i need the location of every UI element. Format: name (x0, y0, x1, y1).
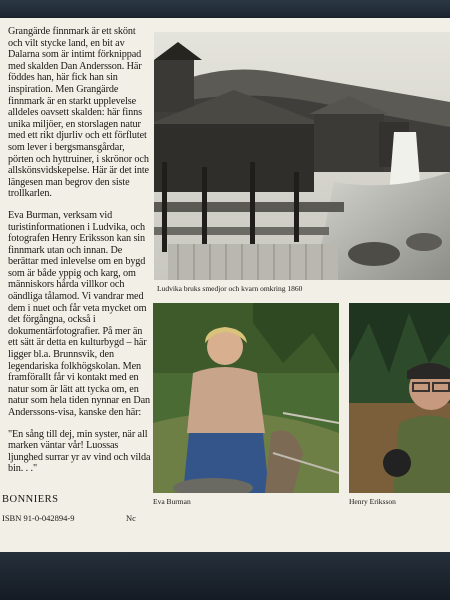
portrait-photo-eva (153, 303, 339, 493)
blurb-paragraph-2: Eva Burman, verksam vid turistinformationen i Ludvika, och fotografen Henry Eriksson kan sin finnmark utan och innan. De berättar med inlevelse om en bygd som är både yppig och karg, om människors hårda villkor och oändliga tålamod. Vi vandrar med dem i nuet och får veta mycket om det förgångna, också i dokumentärfotografier. På mer än ett sätt är detta en kulturbygd – här ligger bl.a. Brunnsvik, den legendariska folkhögskolan. Men framförallt får vi kontakt med en natur som är lätt att tycka om, en natur som hela tiden nynnar en Dan Anderssons-visa, kanske den här: (8, 209, 151, 418)
caption-historical-photo: Ludvika bruks smedjor och kvarn omkring 1860 (157, 284, 303, 293)
classification-code: Nc (126, 513, 136, 523)
table-surface-top (0, 0, 450, 18)
caption-eva: Eva Burman (153, 497, 191, 506)
blurb-text (8, 26, 151, 485)
portrait-photo-henry (349, 303, 450, 493)
isbn-number: ISBN 91-0-042894-9 (2, 513, 75, 523)
book-back-cover (0, 18, 450, 552)
blurb-quote: "En sång till dej, min syster, när all marken väntar vår! Luossas ljunghed surrar yr av vind och vilda bin. . ." (8, 428, 151, 475)
publisher-name: BONNIERS (2, 494, 59, 505)
historical-photo-mill (154, 32, 450, 280)
blurb-paragraph-1: Grangärde finnmark är ett skönt och vilt stycke land, en bit av Dalarna som är intimt förknippad med skalden Dan Andersson. Här föddes han, här fick han sin inspiration. Men Grangärde finnmark är en starkt upplevelse alldeles oavsett skalden: här finns unika miljöer, en storslagen natur med ett rikt djurliv och ett förflutet som lever i bergsmansgårdar, pörten och hyttruiner, i skrönor och allskönsvidskepelse. Här är det inte längesen man begrov den siste trollkarlen. (8, 26, 149, 200)
caption-henry: Henry Eriksson (349, 497, 396, 506)
table-surface-bottom (0, 552, 450, 600)
